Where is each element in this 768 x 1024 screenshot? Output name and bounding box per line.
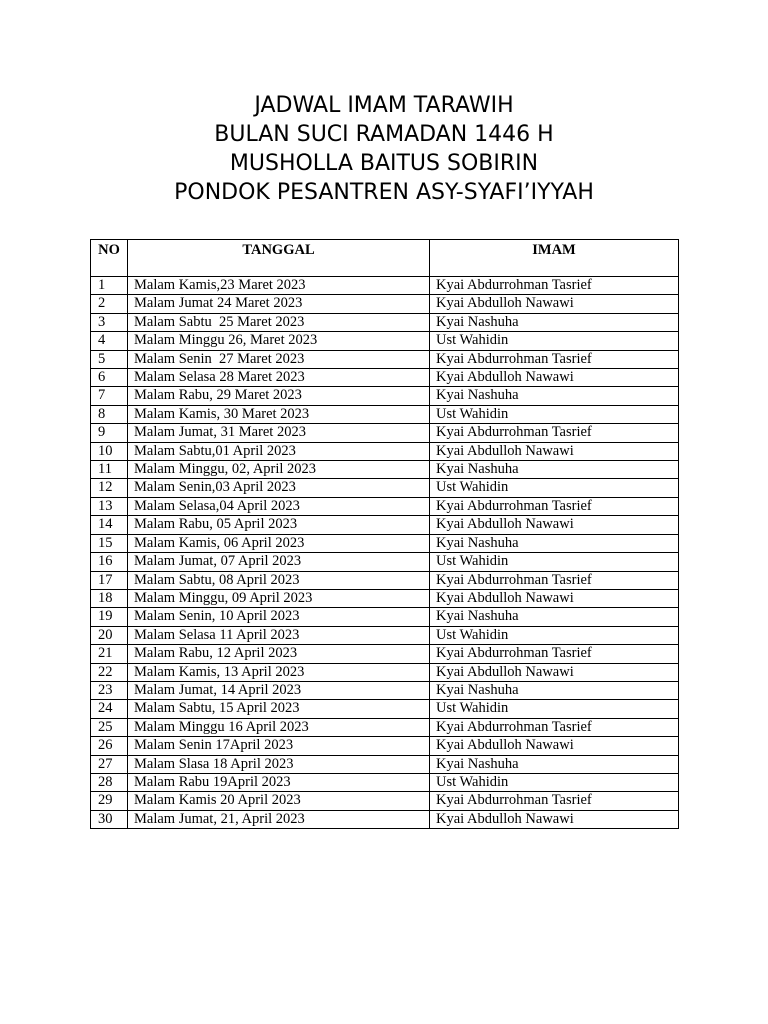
cell-imam: Kyai Abdurrohman Tasrief [430, 424, 679, 442]
table-row [91, 497, 679, 515]
cell-imam: Kyai Abdulloh Nawawi [430, 369, 679, 387]
cell-no: 12 [91, 479, 128, 497]
cell-no: 29 [91, 792, 128, 810]
cell-no: 30 [91, 810, 128, 828]
cell-tanggal: Malam Minggu, 02, April 2023 [128, 461, 430, 479]
table-row [91, 461, 679, 479]
title-line: JADWAL IMAM TARAWIH [254, 93, 514, 118]
cell-tanggal: Malam Rabu 19April 2023 [128, 773, 430, 791]
cell-tanggal: Malam Sabtu, 08 April 2023 [128, 571, 430, 589]
cell-tanggal: Malam Senin,03 April 2023 [128, 479, 430, 497]
table-row [91, 332, 679, 350]
cell-imam: Kyai Abdulloh Nawawi [430, 737, 679, 755]
cell-no: 2 [91, 295, 128, 313]
cell-no: 5 [91, 350, 128, 368]
cell-tanggal: Malam Slasa 18 April 2023 [128, 755, 430, 773]
table-row [91, 608, 679, 626]
cell-imam: Kyai Nashuha [430, 461, 679, 479]
header-tanggal: TANGGAL [128, 240, 430, 277]
cell-tanggal: Malam Kamis, 13 April 2023 [128, 663, 430, 681]
cell-imam: Kyai Abdulloh Nawawi [430, 810, 679, 828]
cell-tanggal: Malam Minggu 16 April 2023 [128, 718, 430, 736]
cell-imam: Kyai Abdurrohman Tasrief [430, 718, 679, 736]
table-row [91, 313, 679, 331]
table-row [91, 737, 679, 755]
table-row [91, 277, 679, 295]
table-row [91, 626, 679, 644]
cell-imam: Kyai Nashuha [430, 387, 679, 405]
cell-no: 13 [91, 497, 128, 515]
cell-tanggal: Malam Selasa,04 April 2023 [128, 497, 430, 515]
cell-no: 24 [91, 700, 128, 718]
table-body [91, 277, 679, 829]
table-row [91, 553, 679, 571]
cell-no: 14 [91, 516, 128, 534]
cell-no: 26 [91, 737, 128, 755]
cell-imam: Ust Wahidin [430, 700, 679, 718]
table-row [91, 516, 679, 534]
cell-no: 25 [91, 718, 128, 736]
cell-tanggal: Malam Senin 27 Maret 2023 [128, 350, 430, 368]
table-row [91, 773, 679, 791]
cell-no: 20 [91, 626, 128, 644]
cell-imam: Kyai Abdurrohman Tasrief [430, 645, 679, 663]
cell-imam: Kyai Abdurrohman Tasrief [430, 571, 679, 589]
cell-tanggal: Malam Kamis, 30 Maret 2023 [128, 405, 430, 423]
cell-no: 17 [91, 571, 128, 589]
cell-no: 21 [91, 645, 128, 663]
table-row [91, 479, 679, 497]
cell-no: 22 [91, 663, 128, 681]
table-row [91, 700, 679, 718]
cell-tanggal: Malam Rabu, 05 April 2023 [128, 516, 430, 534]
table-row [91, 442, 679, 460]
cell-imam: Kyai Abdulloh Nawawi [430, 295, 679, 313]
table-row [91, 645, 679, 663]
cell-no: 19 [91, 608, 128, 626]
table-row [91, 718, 679, 736]
cell-no: 8 [91, 405, 128, 423]
cell-tanggal: Malam Jumat, 14 April 2023 [128, 681, 430, 699]
cell-imam: Kyai Abdulloh Nawawi [430, 663, 679, 681]
table-row [91, 405, 679, 423]
cell-imam: Kyai Abdurrohman Tasrief [430, 350, 679, 368]
cell-imam: Kyai Nashuha [430, 608, 679, 626]
cell-tanggal: Malam Selasa 28 Maret 2023 [128, 369, 430, 387]
cell-no: 18 [91, 589, 128, 607]
cell-imam: Kyai Abdulloh Nawawi [430, 516, 679, 534]
cell-tanggal: Malam Kamis,23 Maret 2023 [128, 277, 430, 295]
imam-schedule-table [90, 239, 679, 829]
cell-imam: Ust Wahidin [430, 332, 679, 350]
cell-tanggal: Malam Rabu, 29 Maret 2023 [128, 387, 430, 405]
cell-imam: Kyai Abdurrohman Tasrief [430, 792, 679, 810]
cell-tanggal: Malam Sabtu,01 April 2023 [128, 442, 430, 460]
cell-tanggal: Malam Minggu 26, Maret 2023 [128, 332, 430, 350]
table-row [91, 387, 679, 405]
cell-no: 27 [91, 755, 128, 773]
cell-tanggal: Malam Kamis, 06 April 2023 [128, 534, 430, 552]
cell-no: 7 [91, 387, 128, 405]
cell-imam: Ust Wahidin [430, 626, 679, 644]
header-no: NO [91, 240, 128, 277]
cell-imam: Kyai Nashuha [430, 534, 679, 552]
table-row [91, 424, 679, 442]
cell-imam: Ust Wahidin [430, 773, 679, 791]
cell-no: 16 [91, 553, 128, 571]
cell-tanggal: Malam Rabu, 12 April 2023 [128, 645, 430, 663]
cell-imam: Kyai Abdulloh Nawawi [430, 442, 679, 460]
cell-no: 4 [91, 332, 128, 350]
cell-tanggal: Malam Jumat, 21, April 2023 [128, 810, 430, 828]
cell-tanggal: Malam Minggu, 09 April 2023 [128, 589, 430, 607]
table-row [91, 571, 679, 589]
cell-tanggal: Malam Jumat 24 Maret 2023 [128, 295, 430, 313]
cell-tanggal: Malam Senin, 10 April 2023 [128, 608, 430, 626]
table-row [91, 589, 679, 607]
cell-imam: Kyai Abdurrohman Tasrief [430, 497, 679, 515]
header-imam: IMAM [430, 240, 679, 277]
cell-imam: Kyai Abdulloh Nawawi [430, 589, 679, 607]
table-row [91, 369, 679, 387]
title-line: BULAN SUCI RAMADAN 1446 H [214, 122, 554, 147]
table-row [91, 295, 679, 313]
cell-imam: Kyai Abdurrohman Tasrief [430, 277, 679, 295]
table-row [91, 663, 679, 681]
cell-no: 11 [91, 461, 128, 479]
table-row [91, 810, 679, 828]
table-header-row [91, 240, 679, 277]
cell-tanggal: Malam Jumat, 31 Maret 2023 [128, 424, 430, 442]
cell-no: 10 [91, 442, 128, 460]
title-line: PONDOK PESANTREN ASY-SYAFI’IYYAH [174, 180, 594, 205]
cell-tanggal: Malam Selasa 11 April 2023 [128, 626, 430, 644]
cell-tanggal: Malam Sabtu 25 Maret 2023 [128, 313, 430, 331]
cell-no: 23 [91, 681, 128, 699]
document-title [0, 91, 768, 207]
cell-tanggal: Malam Sabtu, 15 April 2023 [128, 700, 430, 718]
cell-imam: Kyai Nashuha [430, 755, 679, 773]
cell-tanggal: Malam Kamis 20 April 2023 [128, 792, 430, 810]
cell-no: 6 [91, 369, 128, 387]
table-row [91, 792, 679, 810]
cell-no: 9 [91, 424, 128, 442]
cell-no: 15 [91, 534, 128, 552]
table-row [91, 350, 679, 368]
cell-tanggal: Malam Senin 17April 2023 [128, 737, 430, 755]
cell-no: 3 [91, 313, 128, 331]
cell-no: 28 [91, 773, 128, 791]
cell-no: 1 [91, 277, 128, 295]
cell-imam: Ust Wahidin [430, 553, 679, 571]
cell-imam: Kyai Nashuha [430, 681, 679, 699]
cell-imam: Ust Wahidin [430, 405, 679, 423]
table-row [91, 755, 679, 773]
cell-imam: Kyai Nashuha [430, 313, 679, 331]
table-row [91, 681, 679, 699]
cell-imam: Ust Wahidin [430, 479, 679, 497]
table-row [91, 534, 679, 552]
cell-tanggal: Malam Jumat, 07 April 2023 [128, 553, 430, 571]
title-line: MUSHOLLA BAITUS SOBIRIN [229, 151, 539, 176]
